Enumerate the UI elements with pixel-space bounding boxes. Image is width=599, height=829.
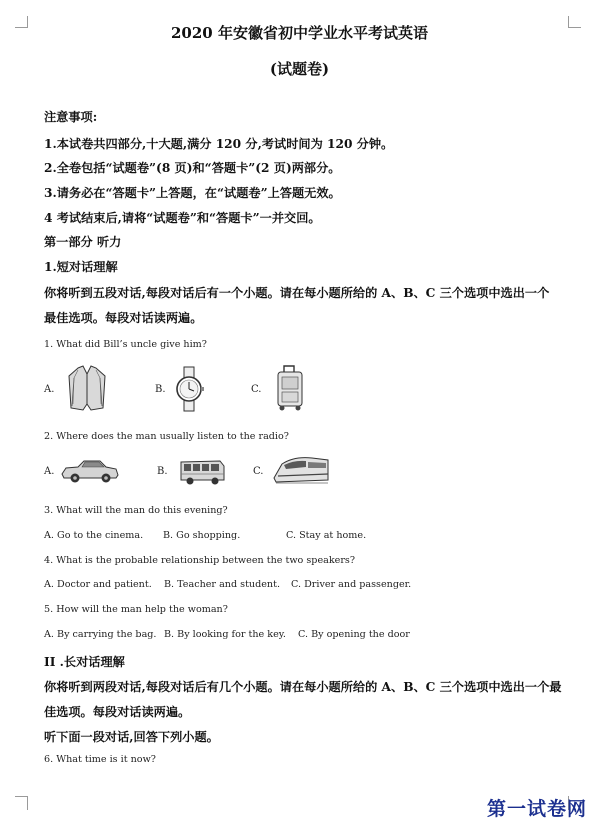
watch-icon — [174, 366, 204, 412]
instruction-text: 你将听到两段对话,每段对话后有几个小题。请在每小题所给的 A、B、C 三个选项中选出一个最 — [44, 680, 562, 694]
option-label: B. — [155, 384, 166, 395]
notice-item: 3.请务必在“答题卡”上答题，在“试题卷”上答题无效。 — [44, 186, 341, 200]
instruction-text: 佳选项。每段对话读两遍。 — [44, 705, 191, 719]
question-text: 2. Where does the man usually listen to the radio? — [44, 431, 289, 442]
option-label: A. — [44, 384, 55, 395]
option-label: A. — [44, 466, 55, 477]
option-text: C. Driver and passenger. — [291, 579, 412, 590]
notice-item: 2.全卷包括“试题卷”(8 页)和“答题卡”(2 页)两部分。 — [44, 161, 341, 175]
option-text: B. Go shopping. — [163, 530, 241, 541]
page-title: 2020 年安徽省初中学业水平考试英语 — [171, 24, 428, 42]
notice-item: 1.本试卷共四部分,十大题,满分 120 分,考试时间为 120 分钟。 — [44, 137, 394, 151]
option-text: C. Stay at home. — [286, 530, 367, 541]
option-text: B. Teacher and student. — [164, 579, 281, 590]
notice-heading: 注意事项: — [44, 110, 98, 124]
crop-mark — [27, 796, 28, 810]
suitcase-icon — [272, 364, 306, 412]
train-icon — [272, 452, 330, 486]
car-icon — [60, 458, 120, 484]
instruction-text: 听下面一段对话,回答下列小题。 — [44, 730, 219, 744]
option-label: C. — [251, 384, 262, 395]
option-text: A. By carrying the bag. — [44, 629, 157, 640]
option-text: A. Go to the cinema. — [44, 530, 144, 541]
option-label: B. — [157, 466, 168, 477]
notice-item: 4 考试结束后,请将“试题卷”和“答题卡”一并交回。 — [44, 211, 321, 225]
instruction-text: 最佳选项。每段对话读两遍。 — [44, 311, 203, 325]
question-text: 6. What time is it now? — [44, 754, 156, 765]
section-heading: 1.短对话理解 — [44, 260, 118, 274]
option-text: C. By opening the door — [298, 629, 410, 640]
part-heading: 第一部分 听力 — [44, 235, 122, 249]
question-text: 3. What will the man do this evening? — [44, 505, 228, 516]
crop-mark — [15, 796, 27, 797]
option-label: C. — [253, 466, 264, 477]
jacket-icon — [66, 364, 108, 412]
question-text: 4. What is the probable relationship between the two speakers? — [44, 555, 355, 566]
question-text: 5. How will the man help the woman? — [44, 604, 228, 615]
question-text: 1. What did Bill’s uncle give him? — [44, 339, 207, 350]
option-text: A. Doctor and patient. — [44, 579, 152, 590]
watermark-logo: 第一试卷网 — [487, 798, 588, 820]
section-heading: II .长对话理解 — [44, 655, 125, 669]
option-text: B. By looking for the key. — [164, 629, 286, 640]
instruction-text: 你将听到五段对话,每段对话后有一个小题。请在每小题所给的 A、B、C 三个选项中选出一个 — [44, 286, 550, 300]
bus-icon — [178, 458, 226, 486]
page-subtitle: (试题卷) — [269, 60, 330, 78]
